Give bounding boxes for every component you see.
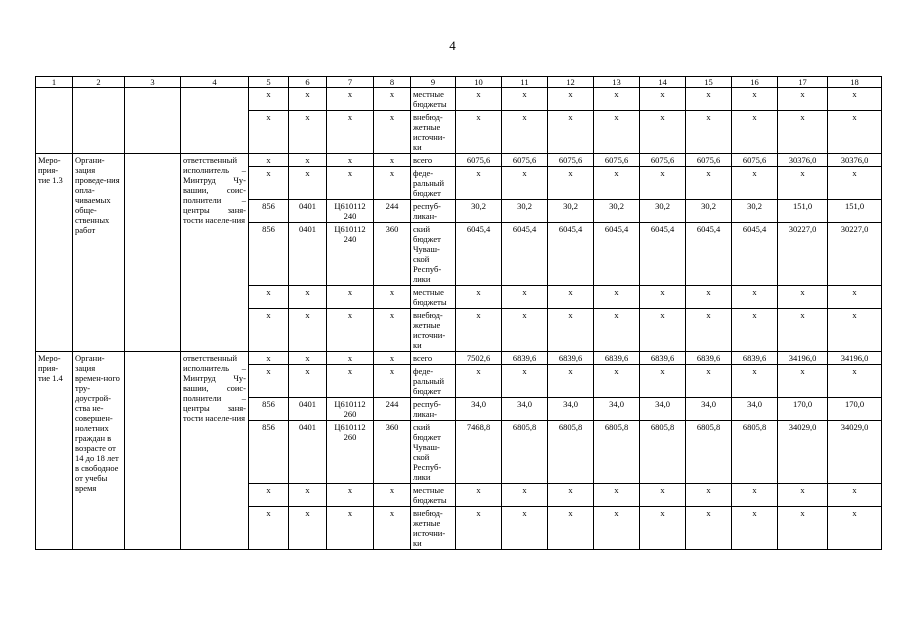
table-row [36,88,882,111]
value-cell: 30,2 [548,200,594,223]
grbs-code-cell: 856 [249,398,289,421]
value-cell: 34196,0 [778,352,828,365]
value-cell: x [778,507,828,550]
value-cell: x [828,88,882,111]
section-code-cell: 0401 [289,200,327,223]
column-header-9: 9 [411,77,456,88]
header-row [36,77,882,88]
value-cell: 6805,8 [732,421,778,484]
column-header-15: 15 [686,77,732,88]
value-cell: x [548,309,594,352]
value-cell: 6045,4 [456,223,502,286]
target-article-cell: x [327,167,374,200]
section-code-cell: x [289,309,327,352]
code-cell: x [249,111,289,154]
value-cell: 6045,4 [548,223,594,286]
measure-1-4-executor: ответственный исполнитель – Минтруд Чу-вашии, соис-полнители – центры заня-тости населе-ния [181,352,249,550]
value-cell: 6075,6 [686,154,732,167]
value-cell: x [456,167,502,200]
value-cell: 6075,6 [640,154,686,167]
expense-type-cell: x [374,286,411,309]
section-code-cell: x [289,352,327,365]
funding-source-cell: всего [411,352,456,365]
table-row [36,154,882,167]
value-cell: x [594,484,640,507]
value-cell: 151,0 [778,200,828,223]
value-cell: x [502,286,548,309]
value-cell: x [686,507,732,550]
value-cell: x [828,507,882,550]
target-article-cell: x [327,484,374,507]
funding-source-cell: респуб-ликан- [411,398,456,421]
value-cell: 34,0 [732,398,778,421]
code-cell: x [289,111,327,154]
value-cell: x [828,111,882,154]
value-cell: 6045,4 [502,223,548,286]
target-article-cell: x [327,154,374,167]
value-cell: 6045,4 [732,223,778,286]
target-article-cell: x [327,507,374,550]
target-article-cell: Ц610112 240 [327,200,374,223]
value-cell: x [456,88,502,111]
column-header-18: 18 [828,77,882,88]
value-cell: 34,0 [456,398,502,421]
value-cell: x [640,167,686,200]
value-cell: 6045,4 [594,223,640,286]
value-cell: x [502,111,548,154]
value-cell: x [502,167,548,200]
grbs-code-cell: x [249,154,289,167]
value-cell: 34,0 [640,398,686,421]
section-code-cell: x [289,365,327,398]
value-cell: 6839,6 [640,352,686,365]
grbs-code-cell: x [249,309,289,352]
value-cell: x [732,507,778,550]
value-cell: x [732,111,778,154]
column-header-17: 17 [778,77,828,88]
section-code-cell: 0401 [289,223,327,286]
value-cell: x [640,88,686,111]
value-cell: 34,0 [502,398,548,421]
target-article-cell: x [327,286,374,309]
value-cell: 30227,0 [828,223,882,286]
grbs-code-cell: x [249,286,289,309]
funding-source-cell: местные бюджеты [411,88,456,111]
value-cell: 7502,6 [456,352,502,365]
code-cell: x [249,88,289,111]
measure-1-4-activity-number: Меро-прия-тие 1.4 [36,352,73,550]
value-cell: 34,0 [548,398,594,421]
funding-source-cell: местные бюджеты [411,484,456,507]
column-header-16: 16 [732,77,778,88]
value-cell: 6839,6 [502,352,548,365]
funding-source-cell: феде-ральный бюджет [411,167,456,200]
target-article-cell: x [327,352,374,365]
measure-1-3-executor: ответственный исполнитель – Минтруд Чу-вашии, соис-полнители – центры заня-тости населе-ния [181,154,249,352]
section-code-cell: 0401 [289,398,327,421]
value-cell: 34,0 [594,398,640,421]
value-cell: 30,2 [594,200,640,223]
column-header-4: 4 [181,77,249,88]
value-cell: x [686,286,732,309]
value-cell: x [502,507,548,550]
expense-type-cell: x [374,154,411,167]
value-cell: 30376,0 [778,154,828,167]
value-cell: x [686,88,732,111]
expense-type-cell: x [374,167,411,200]
value-cell: x [502,484,548,507]
section-code-cell: x [289,154,327,167]
value-cell: x [594,365,640,398]
column-header-13: 13 [594,77,640,88]
value-cell: x [640,365,686,398]
value-cell: x [548,88,594,111]
value-cell: 34029,0 [828,421,882,484]
code-cell: x [289,88,327,111]
funding-source-cell: всего [411,154,456,167]
code-cell: x [327,88,374,111]
value-cell: x [686,309,732,352]
target-article-cell: x [327,365,374,398]
executor-cell [181,88,249,154]
value-cell: 30,2 [640,200,686,223]
value-cell: x [686,111,732,154]
target-article-cell: Ц610112 240 [327,223,374,286]
code-cell: x [374,88,411,111]
column-header-1: 1 [36,77,73,88]
value-cell: x [686,365,732,398]
section-code-cell: x [289,507,327,550]
value-cell: 6839,6 [594,352,640,365]
activity-cell [36,88,73,154]
value-cell: 6839,6 [548,352,594,365]
value-cell: x [456,286,502,309]
value-cell: x [778,484,828,507]
funding-source-cell: внебюд-жетные источни-ки [411,507,456,550]
value-cell: 34196,0 [828,352,882,365]
value-cell: x [828,286,882,309]
value-cell: 6805,8 [594,421,640,484]
value-cell: x [640,484,686,507]
value-cell: x [456,365,502,398]
value-cell: x [456,111,502,154]
code-cell: x [374,111,411,154]
value-cell: x [732,309,778,352]
value-cell: x [778,309,828,352]
value-cell: x [686,167,732,200]
name-cell [73,88,125,154]
value-cell: x [640,507,686,550]
value-cell: 170,0 [828,398,882,421]
value-cell: 6075,6 [594,154,640,167]
expense-type-cell: 244 [374,398,411,421]
grbs-code-cell: 856 [249,421,289,484]
value-cell: x [828,365,882,398]
value-cell: x [828,309,882,352]
value-cell: x [828,167,882,200]
measure-1-3-activity-name: Органи-зация проведе-ния опла-чиваемых обще-ственных работ [73,154,125,352]
value-cell: 30,2 [502,200,548,223]
grbs-code-cell: x [249,352,289,365]
value-cell: x [594,88,640,111]
expense-type-cell: 244 [374,200,411,223]
table-body [36,88,882,550]
expense-type-cell: x [374,352,411,365]
column-header-11: 11 [502,77,548,88]
target-article-cell: Ц610112 260 [327,421,374,484]
value-cell: x [778,365,828,398]
measure-1-3-activity-number: Меро-прия-тие 1.3 [36,154,73,352]
column-header-8: 8 [374,77,411,88]
measure-1-3-indicator [125,154,181,352]
value-cell: 6805,8 [548,421,594,484]
grbs-code-cell: x [249,365,289,398]
column-header-6: 6 [289,77,327,88]
funding-source-cell: ский бюджет Чуваш-ской Респуб-лики [411,223,456,286]
grbs-code-cell: x [249,167,289,200]
value-cell: x [828,484,882,507]
value-cell: 30,2 [456,200,502,223]
expense-type-cell: x [374,309,411,352]
value-cell: 151,0 [828,200,882,223]
value-cell: x [548,286,594,309]
budget-table [35,76,882,550]
expense-type-cell: x [374,365,411,398]
value-cell: x [594,167,640,200]
value-cell: 6045,4 [640,223,686,286]
code-cell: x [327,111,374,154]
table-row [36,352,882,365]
page-number: 4 [449,38,456,53]
value-cell: 30227,0 [778,223,828,286]
funding-source-cell: респуб-ликан- [411,200,456,223]
value-cell: x [732,484,778,507]
value-cell: x [640,309,686,352]
expense-type-cell: 360 [374,223,411,286]
value-cell: 6075,6 [456,154,502,167]
value-cell: x [778,111,828,154]
expense-type-cell: x [374,507,411,550]
grbs-code-cell: 856 [249,223,289,286]
value-cell: x [502,309,548,352]
value-cell: x [594,111,640,154]
value-cell: x [778,88,828,111]
value-cell: 7468,8 [456,421,502,484]
value-cell: 6075,6 [732,154,778,167]
value-cell: 34029,0 [778,421,828,484]
value-cell: x [502,365,548,398]
value-cell: 6839,6 [732,352,778,365]
grbs-code-cell: x [249,484,289,507]
value-cell: 30,2 [732,200,778,223]
value-cell: 6805,8 [686,421,732,484]
measure-1-4-activity-name: Органи-зация времен-ного тру-доустрой-ства не-совершен-нолетних граждан в возрасте от 14 до 18 лет в свободное от учебы время [73,352,125,550]
section-code-cell: 0401 [289,421,327,484]
value-cell: x [778,286,828,309]
target-article-cell: Ц610112 260 [327,398,374,421]
section-code-cell: x [289,484,327,507]
value-cell: x [594,286,640,309]
value-cell: 6805,8 [640,421,686,484]
target-article-cell: x [327,309,374,352]
funding-source-cell: внебюд-жетные источни-ки [411,111,456,154]
value-cell: x [686,484,732,507]
value-cell: x [732,286,778,309]
funding-source-cell: ский бюджет Чуваш-ской Респуб-лики [411,421,456,484]
value-cell: 34,0 [686,398,732,421]
column-header-5: 5 [249,77,289,88]
column-header-14: 14 [640,77,686,88]
value-cell: x [548,365,594,398]
value-cell: x [548,167,594,200]
value-cell: x [732,88,778,111]
section-code-cell: x [289,167,327,200]
expense-type-cell: x [374,484,411,507]
value-cell: x [732,167,778,200]
expense-type-cell: 360 [374,421,411,484]
funding-source-cell: местные бюджеты [411,286,456,309]
value-cell: x [548,484,594,507]
section-code-cell: x [289,286,327,309]
value-cell: x [640,111,686,154]
value-cell: x [548,111,594,154]
value-cell: x [456,507,502,550]
value-cell: x [548,507,594,550]
value-cell: x [456,309,502,352]
column-header-2: 2 [73,77,125,88]
column-header-12: 12 [548,77,594,88]
measure-1-4-indicator [125,352,181,550]
value-cell: x [456,484,502,507]
value-cell: x [594,309,640,352]
value-cell: x [778,167,828,200]
value-cell: 6045,4 [686,223,732,286]
indicator-cell [125,88,181,154]
value-cell: 6805,8 [502,421,548,484]
value-cell: x [502,88,548,111]
column-header-7: 7 [327,77,374,88]
value-cell: 6075,6 [502,154,548,167]
grbs-code-cell: x [249,507,289,550]
column-header-10: 10 [456,77,502,88]
value-cell: 6075,6 [548,154,594,167]
grbs-code-cell: 856 [249,200,289,223]
funding-source-cell: внебюд-жетные источни-ки [411,309,456,352]
value-cell: 30376,0 [828,154,882,167]
funding-source-cell: феде-ральный бюджет [411,365,456,398]
value-cell: 170,0 [778,398,828,421]
value-cell: x [594,507,640,550]
value-cell: x [640,286,686,309]
value-cell: 6839,6 [686,352,732,365]
column-header-3: 3 [125,77,181,88]
value-cell: x [732,365,778,398]
value-cell: 30,2 [686,200,732,223]
